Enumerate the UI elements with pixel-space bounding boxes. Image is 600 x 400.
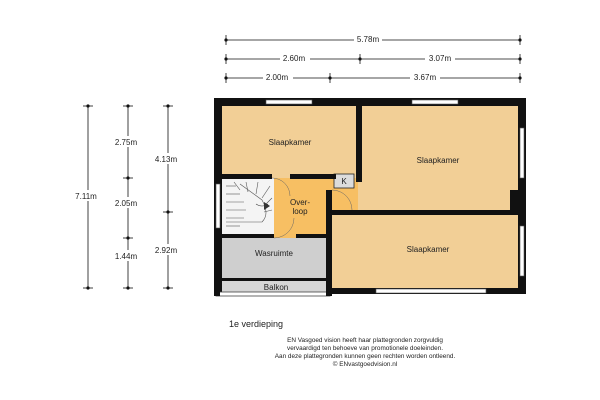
label-laundry: Wasruimte — [255, 249, 293, 258]
room-laundry — [222, 238, 328, 280]
disclaimer — [190, 337, 540, 369]
dim-top-row2-left: 2.60m — [282, 54, 306, 63]
label-bedroom-bottom-right: Slaapkamer — [406, 245, 450, 254]
label-balcony: Balkon — [263, 283, 289, 292]
dim-left-b1: 4.13m — [154, 155, 178, 164]
window-bottom — [376, 289, 486, 293]
label-landing-line1: Over- — [290, 198, 310, 207]
window-right-lower — [520, 226, 524, 276]
dim-left-a2: 2.05m — [114, 199, 138, 208]
label-bedroom-top-left: Slaapkamer — [268, 138, 312, 147]
disclaimer-line-3: Aan deze plattegronden kunnen geen rechten worden ontleend. — [274, 353, 456, 360]
dim-top-row2-right: 3.07m — [428, 54, 452, 63]
disclaimer-line-1: EN Vasgoed vision heeft haar plattegronden zorgvuldig — [287, 337, 443, 344]
dim-top-row3-left: 2.00m — [265, 73, 289, 82]
dim-left-a3: 1.44m — [114, 252, 138, 261]
window-top-left — [266, 100, 312, 104]
dim-left-total: 7.11m — [75, 192, 97, 201]
rooms — [222, 106, 522, 294]
dim-top-total: 5.78m — [356, 35, 380, 44]
floor-label: 1e verdieping — [229, 319, 284, 329]
label-landing-line2: loop — [292, 207, 308, 216]
disclaimer-line-2: vervaardigd ten behoeve van promotionele doeleinden. — [287, 345, 443, 352]
dim-left-a1: 2.75m — [114, 138, 138, 147]
window-top-right — [412, 100, 458, 104]
window-left — [216, 184, 220, 228]
dim-top-row3-right: 3.67m — [413, 73, 437, 82]
label-closet: K — [341, 177, 347, 186]
label-bedroom-top-right: Slaapkamer — [416, 156, 460, 165]
dim-left-b2: 2.92m — [154, 246, 178, 255]
disclaimer-line-4: © ENvastgoedvision.nl — [332, 361, 398, 368]
window-right-upper — [520, 128, 524, 178]
